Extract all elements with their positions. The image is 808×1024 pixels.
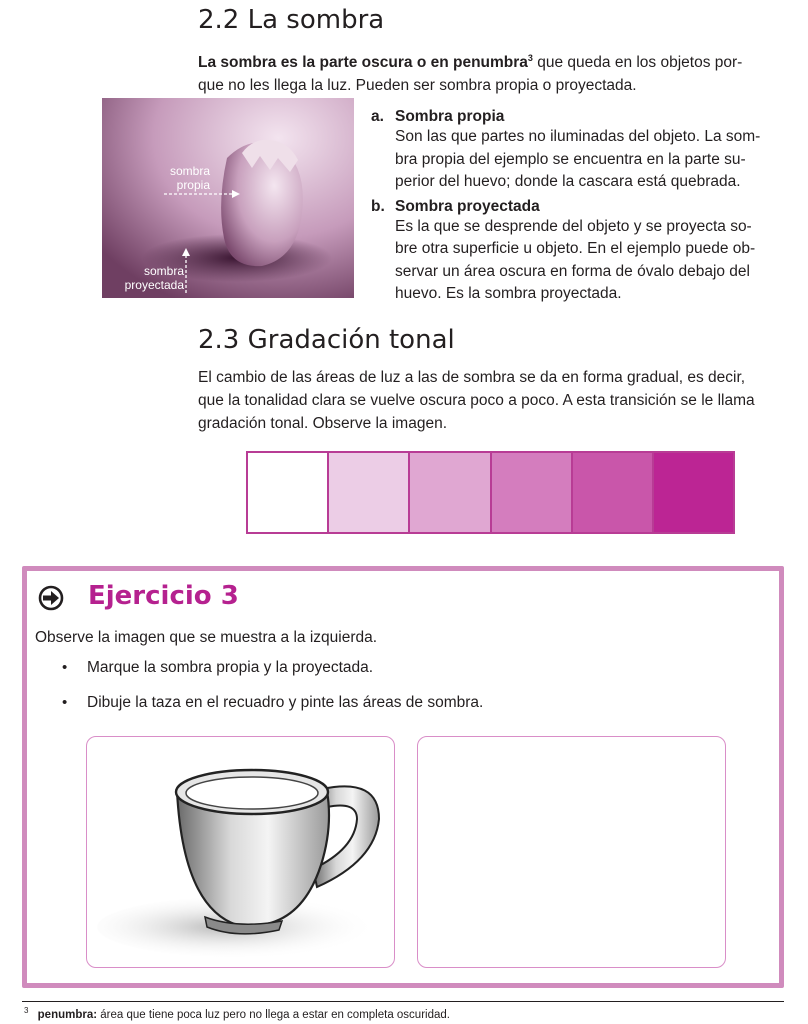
gradation-paragraph bbox=[198, 366, 788, 435]
swatch-2 bbox=[329, 453, 410, 532]
section-title-la-sombra: 2.2 La sombra bbox=[198, 5, 385, 35]
intro-line2: que no les llega la luz. Pueden ser sombra propia o proyectada. bbox=[198, 77, 637, 95]
label-own-line2: propia bbox=[176, 178, 210, 192]
gradation-line: El cambio de las áreas de luz a las de sombra se da en forma gradual, es decir, bbox=[198, 369, 746, 386]
item-b-line: bre otra superficie u objeto. En el ejemplo puede ob- bbox=[395, 240, 756, 257]
item-b-line: Es la que se desprende del objeto y se proyecta so- bbox=[395, 217, 752, 235]
item-b-heading: Sombra proyectada bbox=[395, 197, 540, 215]
arrow-right-icon bbox=[38, 585, 64, 611]
cup-drawing bbox=[87, 737, 393, 966]
footnote-divider bbox=[22, 1001, 784, 1002]
intro-paragraph bbox=[198, 47, 781, 97]
drawing-panel[interactable] bbox=[417, 736, 726, 968]
item-b-line: huevo. Es la sombra proyectada. bbox=[395, 285, 622, 302]
item-a-marker: a. bbox=[371, 108, 384, 125]
exercise-bullet-2: • Dibuje la taza en el recuadro y pinte las áreas de sombra. bbox=[62, 694, 484, 711]
swatch-1 bbox=[248, 453, 329, 532]
exercise-title: Ejercicio 3 bbox=[88, 581, 239, 611]
label-own-shadow bbox=[130, 164, 210, 192]
section-title-gradacion-tonal: 2.3 Gradación tonal bbox=[198, 325, 455, 355]
item-a-line: bra propia del ejemplo se encuentra en la parte su- bbox=[395, 150, 746, 168]
swatch-4 bbox=[492, 453, 573, 532]
cup-image-panel bbox=[86, 736, 395, 968]
footnote-text: área que tiene poca luz pero no llega a estar en completa oscuridad. bbox=[97, 1008, 450, 1021]
swatch-3 bbox=[410, 453, 491, 532]
label-own-line1: sombra bbox=[169, 164, 210, 178]
footnote bbox=[24, 1006, 450, 1021]
bullet-text: Dibuje la taza en el recuadro y pinte las áreas de sombra. bbox=[87, 694, 484, 711]
item-sombra-proyectada bbox=[371, 198, 783, 306]
exercise-instruction: Observe la imagen que se muestra a la izquierda. bbox=[35, 629, 378, 646]
tonal-gradation-scale bbox=[246, 451, 735, 534]
gradation-line: gradación tonal. Observe la imagen. bbox=[198, 415, 448, 432]
intro-bold: La sombra es la parte oscura o en penumbra bbox=[198, 54, 528, 72]
item-sombra-propia bbox=[371, 108, 783, 194]
footnote-number: 3 bbox=[24, 1006, 29, 1015]
label-cast-shadow bbox=[102, 264, 184, 292]
footnote-ref: 3 bbox=[527, 53, 533, 63]
gradation-line: que la tonalidad clara se vuelve oscura poco a poco. A esta transición se le llama bbox=[198, 392, 755, 409]
swatch-6 bbox=[654, 453, 733, 532]
label-cast-line1: sombra bbox=[143, 264, 184, 278]
item-a-heading: Sombra propia bbox=[395, 108, 505, 125]
item-a-line: Son las que partes no iluminadas del objeto. La som- bbox=[395, 128, 761, 145]
item-a-line: perior del huevo; donde la cascara está quebrada. bbox=[395, 173, 741, 190]
shadow-types-list bbox=[371, 108, 783, 306]
bullet-text: Marque la sombra propia y la proyectada. bbox=[87, 659, 374, 676]
intro-rest: que queda en los objetos por- bbox=[532, 54, 743, 72]
item-b-line: servar un área oscura en forma de óvalo debajo del bbox=[395, 262, 750, 280]
item-b-marker: b. bbox=[371, 197, 385, 215]
exercise-bullet-1: • Marque la sombra propia y la proyectada. bbox=[62, 659, 374, 676]
swatch-5 bbox=[573, 453, 654, 532]
label-cast-line2: proyectada bbox=[124, 278, 184, 292]
footnote-term: penumbra: bbox=[37, 1008, 98, 1021]
